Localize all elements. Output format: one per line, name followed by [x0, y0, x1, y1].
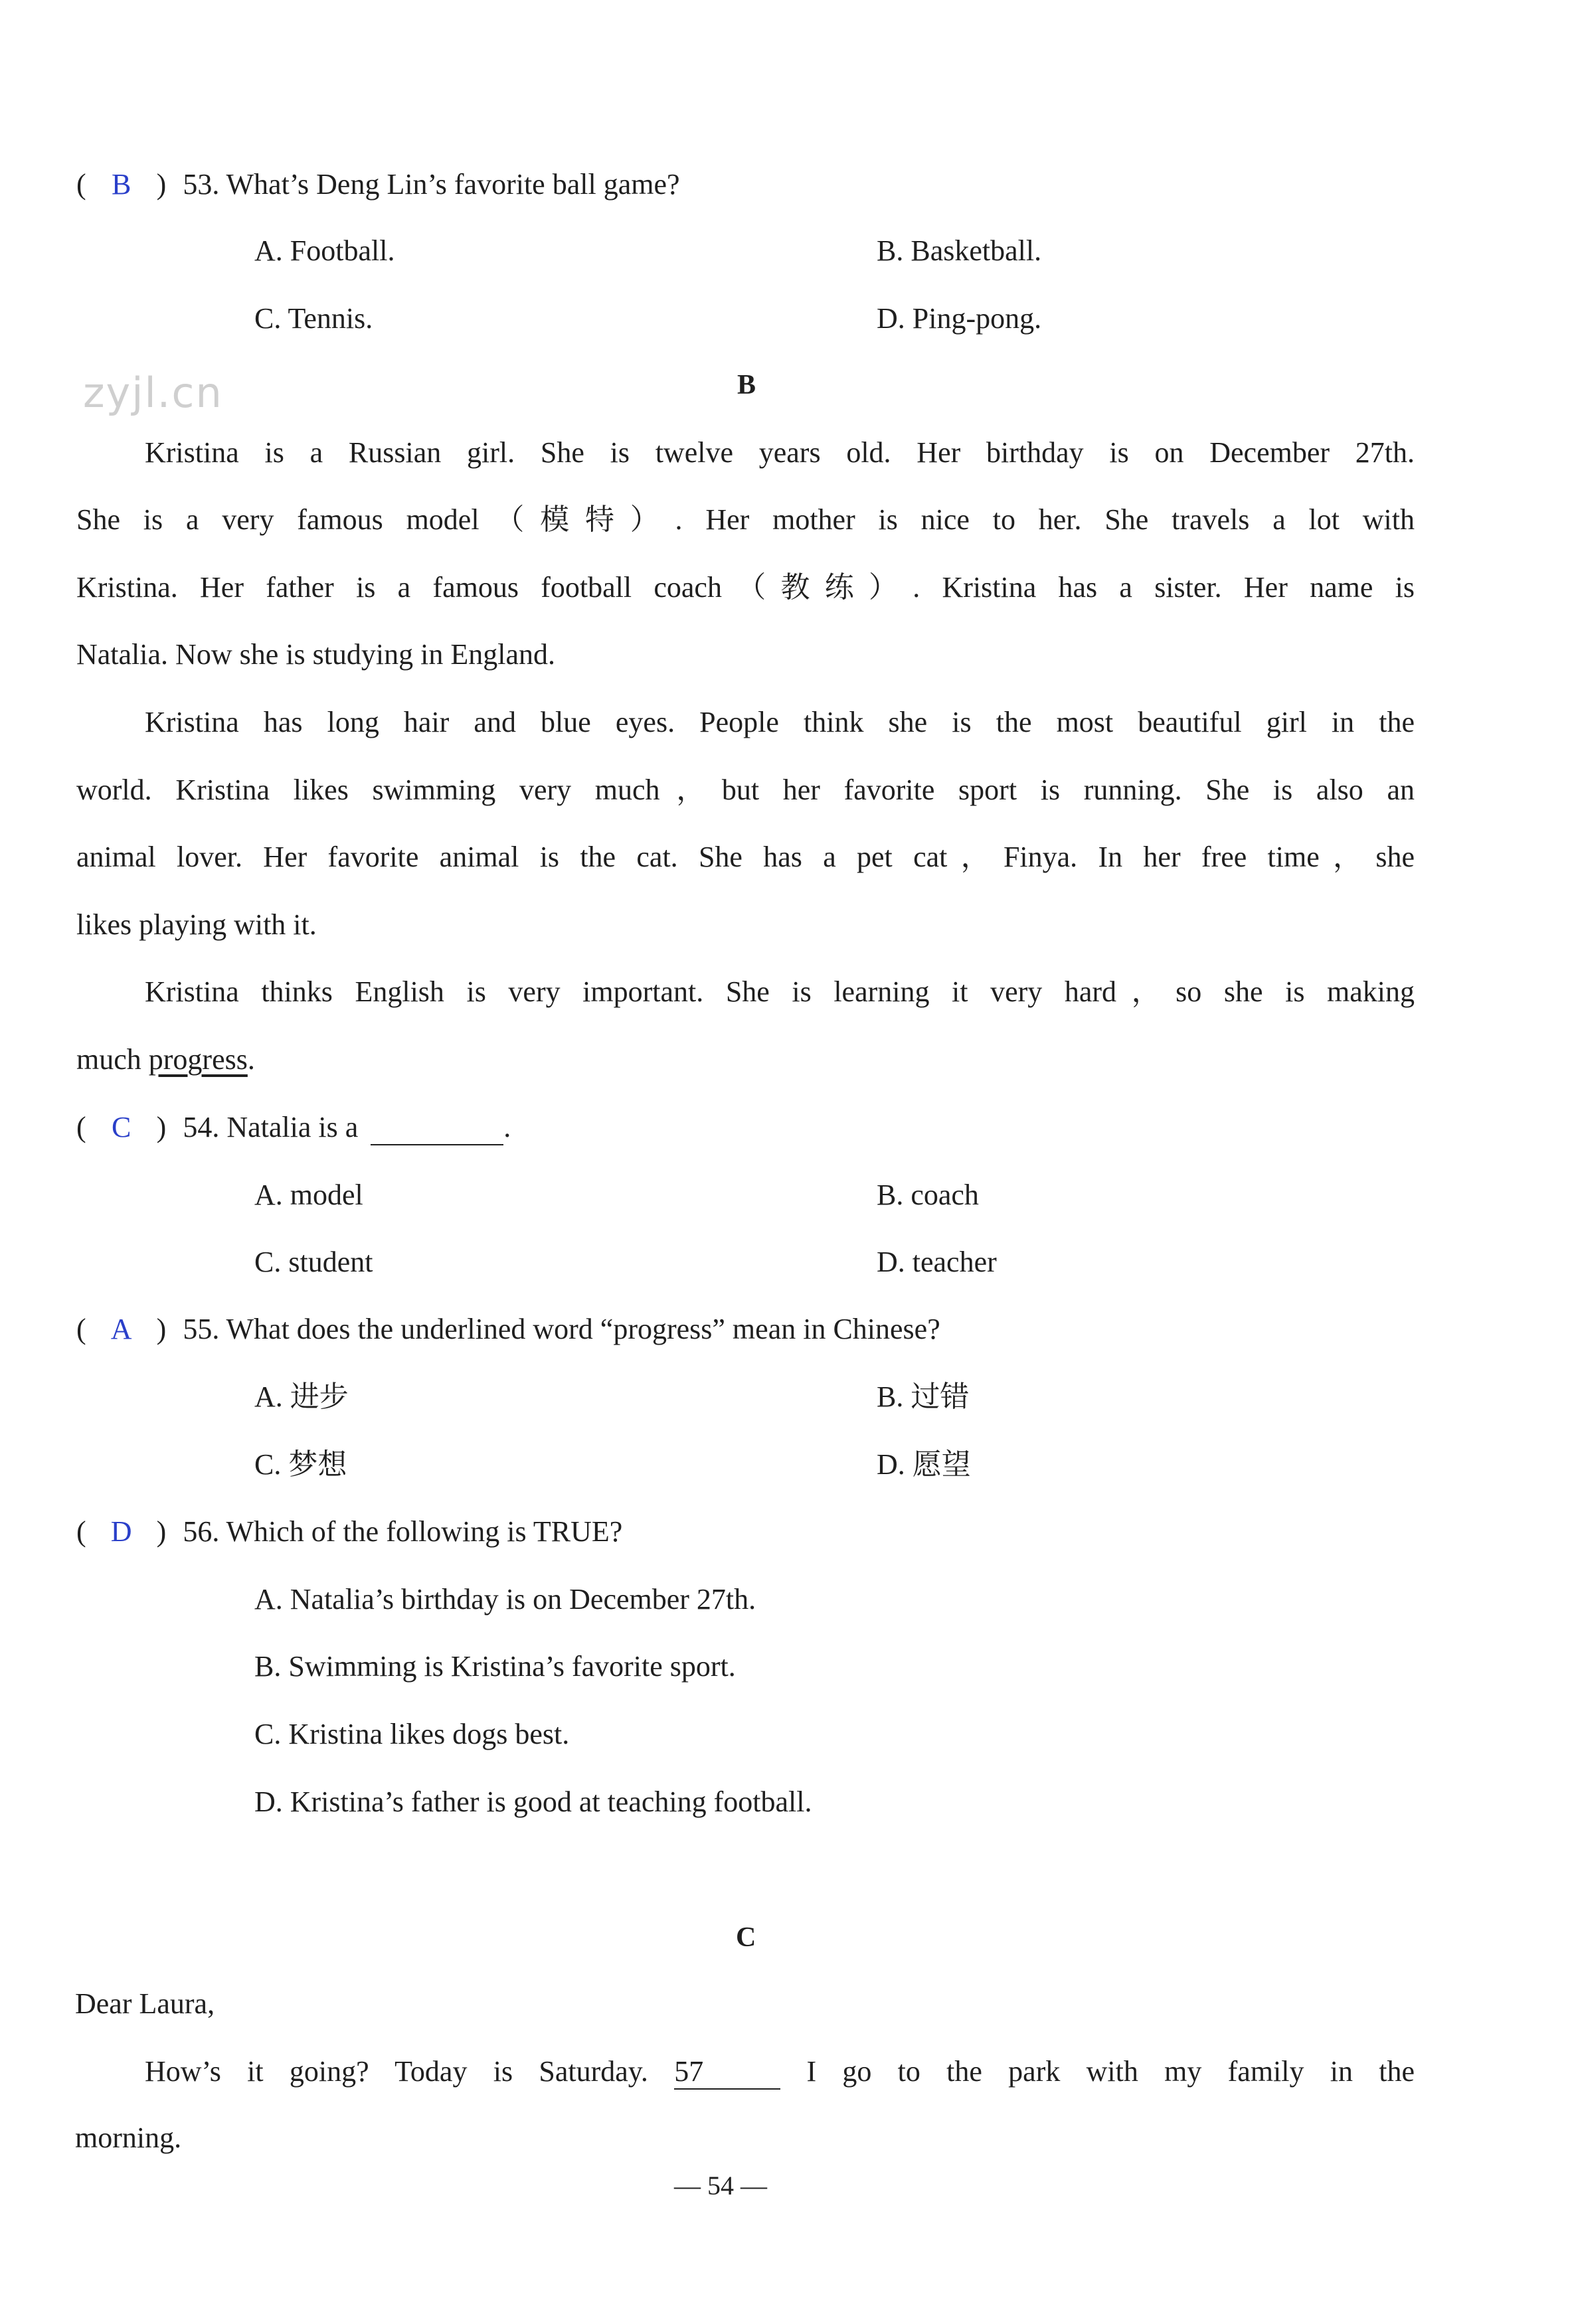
p3-suffix: .: [247, 1043, 255, 1076]
q54-period: .: [503, 1111, 511, 1143]
q54-answer-blank: [371, 1111, 503, 1145]
q53-answer: B: [111, 168, 131, 201]
passage-b-p3-line1: Kristina thinks English is very important. She is learning it very hard，so she is making: [145, 975, 1415, 1008]
passage-b-p1-line3: Kristina. Her father is a famous football coach（教练）. Kristina has a sister. Her name is: [76, 571, 1415, 604]
q53-option-d: D. Ping-pong.: [877, 302, 1042, 335]
q53-option-c: C. Tennis.: [254, 302, 373, 335]
page-number: — 54 —: [674, 2171, 767, 2200]
q53-close-paren: ): [156, 168, 167, 201]
q56-open-paren: (: [76, 1515, 86, 1548]
letter-line1: [145, 2052, 1415, 2092]
q54-text: 54. Natalia is a: [183, 1111, 366, 1143]
q56-option-b: B. Swimming is Kristina’s favorite sport.: [254, 1650, 736, 1683]
q55-text: 55. What does the underlined word “progress” mean in Chinese?: [183, 1313, 940, 1345]
q54-option-a: A. model: [254, 1179, 363, 1211]
q54-option-d: D. teacher: [877, 1246, 997, 1278]
q53-text: 53. What’s Deng Lin’s favorite ball game?: [183, 168, 680, 201]
q53-option-a: A. Football.: [254, 234, 395, 267]
q55-option-d: D. 愿望: [877, 1448, 971, 1481]
passage-b-p2-line4: likes playing with it.: [76, 908, 317, 941]
q54-answer: C: [111, 1111, 131, 1143]
section-b-heading: B: [737, 370, 756, 400]
letter-line1-prefix: How’s it going? Today is Saturday.: [145, 2055, 648, 2088]
section-c-heading: C: [736, 1922, 756, 1953]
question-55: [76, 1309, 940, 1349]
q54-option-b: B. coach: [877, 1179, 979, 1211]
q54-open-paren: (: [76, 1111, 86, 1143]
q53-open-paren: (: [76, 168, 86, 201]
passage-b-p1-line1: Kristina is a Russian girl. She is twelve years old. Her birthday is on December 27th.: [145, 436, 1415, 469]
watermark-text: zyjl.cn: [83, 369, 223, 417]
question-53: [76, 165, 680, 205]
q53-option-b: B. Basketball.: [877, 234, 1042, 267]
q56-answer: D: [110, 1515, 132, 1548]
q54-close-paren: ): [156, 1111, 167, 1143]
q54-option-c: C. student: [254, 1246, 373, 1278]
q56-close-paren: ): [156, 1515, 167, 1548]
letter-line1-suffix: I go to the park with my family in the: [806, 2055, 1415, 2088]
blank-57: 57: [674, 2055, 780, 2090]
passage-b-p2-line2: world. Kristina likes swimming very much，but her favorite sport is running. She is also an: [76, 774, 1415, 806]
q55-option-c: C. 梦想: [254, 1448, 347, 1481]
q55-option-b: B. 过错: [877, 1380, 970, 1413]
passage-b-p1-line4: Natalia. Now she is studying in England.: [76, 638, 556, 671]
passage-b-p3-line2: [76, 1040, 255, 1080]
letter-greeting: Dear Laura,: [75, 1987, 215, 2020]
question-56: [76, 1512, 622, 1552]
q56-option-c: C. Kristina likes dogs best.: [254, 1718, 570, 1750]
q56-text: 56. Which of the following is TRUE?: [183, 1515, 623, 1548]
q56-option-d: D. Kristina’s father is good at teaching football.: [254, 1785, 812, 1818]
passage-b-p2-line1: Kristina has long hair and blue eyes. People think she is the most beautiful girl in the: [145, 706, 1415, 738]
underlined-word-progress: progress: [148, 1043, 248, 1076]
q55-open-paren: (: [76, 1313, 86, 1345]
q55-option-a: A. 进步: [254, 1380, 349, 1413]
letter-line2: morning.: [75, 2121, 182, 2154]
q55-answer: A: [110, 1313, 132, 1345]
question-54: [76, 1108, 511, 1147]
p3-prefix: much: [76, 1043, 149, 1076]
passage-b-p1-line2: She is a very famous model（模特）. Her mother is nice to her. She travels a lot with: [76, 503, 1415, 536]
q56-option-a: A. Natalia’s birthday is on December 27th.: [254, 1583, 756, 1616]
passage-b-p2-line3: animal lover. Her favorite animal is the cat. She has a pet cat，Finya. In her free time，she: [76, 841, 1415, 873]
q55-close-paren: ): [156, 1313, 167, 1345]
